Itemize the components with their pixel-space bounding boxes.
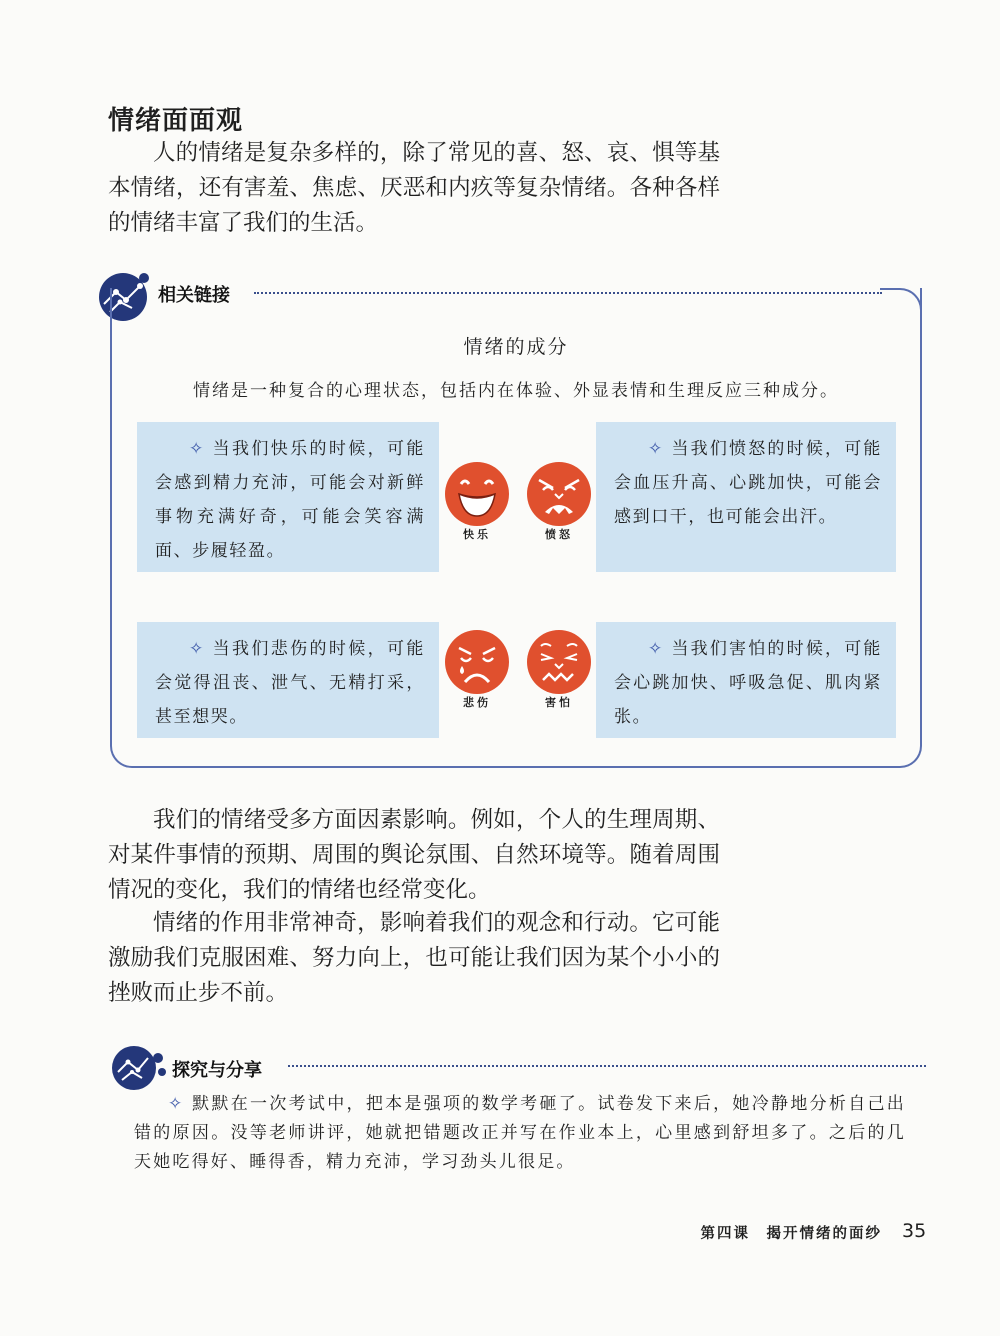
explore-share-badge-icon bbox=[110, 1042, 170, 1092]
section-title: 情绪面面观 bbox=[108, 106, 244, 136]
sad-face-label: 悲伤 bbox=[463, 696, 491, 709]
panel-sad-text: 当我们悲伤的时候，可能会觉得沮丧、泄气、无精打采，甚至想哭。 bbox=[155, 639, 425, 727]
explore-share-text bbox=[134, 1090, 906, 1177]
bullet-icon: ✧ bbox=[189, 639, 205, 659]
happy-face-label: 快乐 bbox=[463, 528, 491, 541]
panel-fear-text: 当我们害怕的时候，可能会心跳加快、呼吸急促、肌肉紧张。 bbox=[614, 639, 882, 727]
bullet-icon: ✧ bbox=[648, 639, 664, 659]
page-number: 35 bbox=[902, 1220, 927, 1242]
panel-angry-text: 当我们愤怒的时候，可能会血压升高、心跳加快，可能会感到口干，也可能会出汗。 bbox=[614, 439, 882, 527]
panel-fear bbox=[596, 622, 896, 738]
sad-face-icon bbox=[443, 628, 511, 696]
emotion-components-heading: 情绪的成分 bbox=[463, 336, 569, 358]
panel-sad bbox=[137, 622, 439, 738]
panel-happy-text: 当我们快乐的时候，可能会感到精力充沛，可能会对新鲜事物充满好奇，可能会笑容满面、步履轻盈。 bbox=[155, 439, 425, 561]
related-link-title: 相关链接 bbox=[158, 285, 230, 306]
influence-paragraph: 我们的情绪受多方面因素影响。例如，个人的生理周期、对某件事情的预期、周围的舆论氛围、自然环境等。随着周围情况的变化，我们的情绪也经常变化。 bbox=[108, 807, 720, 903]
emotion-components-intro: 情绪是一种复合的心理状态，包括内在体验、外显表情和生理反应三种成分。 bbox=[193, 381, 839, 401]
explore-share-title: 探究与分享 bbox=[172, 1060, 262, 1081]
bullet-icon: ✧ bbox=[168, 1094, 185, 1114]
happy-face-icon bbox=[443, 460, 511, 528]
angry-face-label: 愤怒 bbox=[545, 528, 573, 541]
explore-share-divider bbox=[288, 1065, 926, 1067]
explore-share-body: 默默在一次考试中，把本是强项的数学考砸了。试卷发下来后，她冷静地分析自己出错的原因。没等老师讲评，她就把错题改正并写在作业本上，心里感到舒坦多了。之后的几天她吃得好、睡得香，精力充沛，学习劲头儿很足。 bbox=[134, 1094, 906, 1172]
panel-angry bbox=[596, 422, 896, 572]
intro-paragraph: 人的情绪是复杂多样的，除了常见的喜、怒、哀、惧等基本情绪，还有害羞、焦虑、厌恶和内疚等复杂情绪。各种各样的情绪丰富了我们的生活。 bbox=[108, 140, 720, 236]
fear-face-label: 害怕 bbox=[545, 696, 573, 709]
lesson-footer: 第四课 揭开情绪的面纱 bbox=[700, 1225, 882, 1242]
bullet-icon: ✧ bbox=[189, 439, 205, 459]
bullet-icon: ✧ bbox=[648, 439, 664, 459]
fear-face-icon bbox=[525, 628, 593, 696]
panel-happy bbox=[137, 422, 439, 572]
effect-paragraph: 情绪的作用非常神奇，影响着我们的观念和行动。它可能激励我们克服困难、努力向上，也可能让我们因为某个小小的挫败而止步不前。 bbox=[108, 910, 720, 1006]
angry-face-icon bbox=[525, 460, 593, 528]
